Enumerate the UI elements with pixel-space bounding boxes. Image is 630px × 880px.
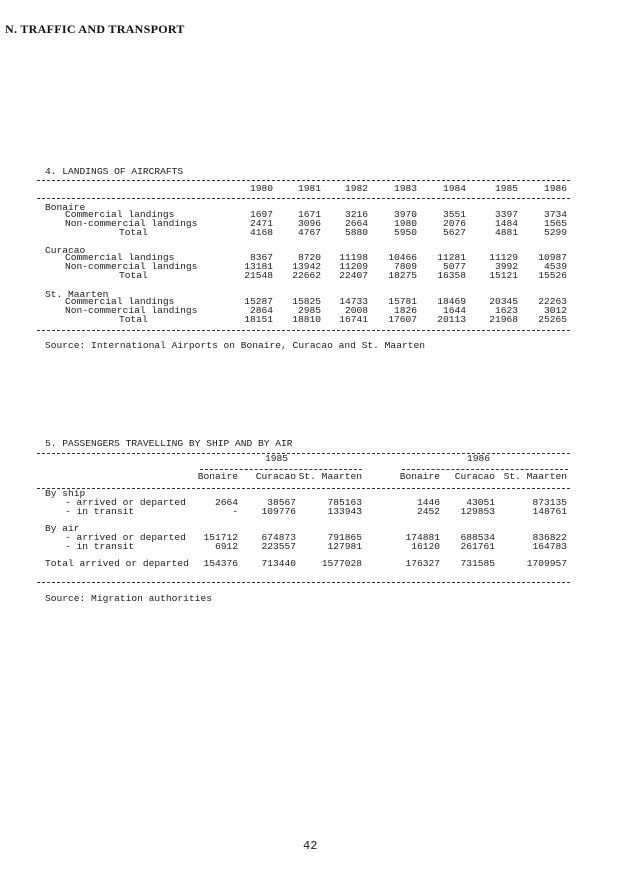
table-cell: 1826 [393,305,417,316]
table-cell: 3734 [543,209,567,220]
table-cell: 731585 [460,558,495,569]
table-cell: 38567 [267,497,296,508]
table-cell: 17607 [388,314,417,325]
table-cell: 11129 [489,252,518,263]
table-cell: 5950 [393,227,417,238]
dashed-rule [200,469,362,470]
column-header: 1981 [297,183,321,194]
table-cell: 133943 [327,506,362,517]
column-header: St. Maarten [503,471,567,482]
table-cell: 5880 [344,227,368,238]
table-title: 5. PASSENGERS TRAVELLING BY SHIP AND BY AIR [45,438,293,449]
row-label: Non-commercial landings [65,218,198,229]
table-cell: 25265 [538,314,567,325]
table-cell: 3551 [442,209,466,220]
column-header: St. Maarten [298,471,362,482]
table-cell: 176327 [405,558,440,569]
table-cell: 1446 [416,497,440,508]
table-cell: 2452 [416,506,440,517]
table-cell: 13181 [244,261,273,272]
table-cell: 3012 [543,305,567,316]
table-cell: 151712 [203,532,238,543]
column-header: Curacao [255,471,296,482]
group-label: By ship [45,488,86,499]
table-cell: 13942 [292,261,321,272]
section-header: N. TRAFFIC AND TRANSPORT [5,22,185,36]
row-label: - arrived or departed [65,497,186,508]
table-cell: 11209 [339,261,368,272]
row-label: Commercial landings [65,252,175,263]
dashed-rule [37,488,570,489]
table-cell: 4539 [543,261,567,272]
column-header: 1982 [344,183,368,194]
table-cell: - [232,506,238,517]
column-header: 1985 [494,183,518,194]
table-cell: 2864 [249,305,273,316]
table-cell: 2471 [249,218,273,229]
table-cell: 20345 [489,296,518,307]
table-cell: 4881 [494,227,518,238]
year-header: 1985 [264,453,288,464]
table-cell: 148761 [532,506,567,517]
table-cell: 4168 [249,227,273,238]
column-header: 1986 [543,183,567,194]
table-cell: 154376 [203,558,238,569]
table-cell: 18275 [388,270,417,281]
column-header: 1984 [442,183,466,194]
table-cell: 223557 [261,541,296,552]
table-cell: 5299 [543,227,567,238]
row-label: Total [119,314,148,325]
group-label: By air [45,523,80,534]
table-cell: 16120 [411,541,440,552]
table-title: 4. LANDINGS OF AIRCRAFTS [45,166,184,177]
row-label: Non-commercial landings [65,305,198,316]
table-cell: 18151 [244,314,273,325]
table-cell: 15287 [244,296,273,307]
table-cell: 836822 [532,532,567,543]
row-label: Commercial landings [65,209,175,220]
row-label: - in transit [65,506,135,517]
dashed-rule [37,180,570,181]
table-cell: 1671 [297,209,321,220]
dashed-rule [37,198,570,199]
table-cell: 127981 [327,541,362,552]
source-note: Source: International Airports on Bonaire, Curacao and St. Maarten [45,340,425,351]
dashed-rule [402,469,568,470]
table-cell: 785163 [327,497,362,508]
table-cell: 261761 [460,541,495,552]
table-cell: 2985 [297,305,321,316]
table-cell: 2664 [214,497,238,508]
table-cell: 16741 [339,314,368,325]
table-cell: 16358 [437,270,466,281]
table-cell: 21968 [489,314,518,325]
table-cell: 18810 [292,314,321,325]
table-cell: 129853 [460,506,495,517]
table-cell: 2664 [344,218,368,229]
table-cell: 22263 [538,296,567,307]
table-cell: 873135 [532,497,567,508]
row-label: Total [119,270,148,281]
table-cell: 11281 [437,252,466,263]
table-cell: 3397 [494,209,518,220]
source-note: Source: Migration authorities [45,593,212,604]
column-header: 1983 [393,183,417,194]
table-cell: 8720 [297,252,321,263]
row-label: - in transit [65,541,135,552]
row-label: Non-commercial landings [65,261,198,272]
table-cell: 1697 [249,209,273,220]
table-cell: 22662 [292,270,321,281]
table-cell: 11198 [339,252,368,263]
table-cell: 791865 [327,532,362,543]
table-cell: 43051 [466,497,495,508]
table-cell: 1484 [494,218,518,229]
group-label: St. Maarten [45,289,109,300]
table-cell: 20113 [437,314,466,325]
row-label: Total [119,227,148,238]
table-cell: 2076 [442,218,466,229]
table-cell: 14733 [339,296,368,307]
row-label: Commercial landings [65,296,175,307]
table-cell: 3992 [494,261,518,272]
table-cell: 22407 [339,270,368,281]
dashed-rule [37,330,570,331]
column-header: 1980 [249,183,273,194]
table-cell: 15825 [292,296,321,307]
table-cell: 7809 [393,261,417,272]
table-cell: 5627 [442,227,466,238]
column-header: Curacao [454,471,495,482]
table-cell: 5077 [442,261,466,272]
table-cell: 2008 [344,305,368,316]
table-cell: 1623 [494,305,518,316]
column-header: Bonaire [399,471,440,482]
total-label: Total arrived or departed [45,558,189,569]
table-cell: 15121 [489,270,518,281]
table-cell: 1980 [393,218,417,229]
row-label: - arrived or departed [65,532,186,543]
table-cell: 15526 [538,270,567,281]
table-cell: 164783 [532,541,567,552]
table-cell: 674873 [261,532,296,543]
table-cell: 15781 [388,296,417,307]
page-number: 42 [303,839,318,853]
table-cell: 713440 [261,558,296,569]
table-cell: 21548 [244,270,273,281]
table-cell: 6912 [214,541,238,552]
table-cell: 1644 [442,305,466,316]
table-cell: 18469 [437,296,466,307]
group-label: Curacao [45,245,86,256]
table-cell: 3096 [297,218,321,229]
group-label: Bonaire [45,202,86,213]
dashed-rule [37,582,570,583]
table-cell: 174881 [405,532,440,543]
table-cell: 688534 [460,532,495,543]
table-cell: 109776 [261,506,296,517]
year-header: 1986 [466,453,490,464]
dashed-rule [37,453,570,454]
table-cell: 1709957 [526,558,567,569]
table-cell: 10466 [388,252,417,263]
table-cell: 4767 [297,227,321,238]
table-cell: 8367 [249,252,273,263]
table-cell: 10987 [538,252,567,263]
table-cell: 1577028 [321,558,362,569]
table-cell: 1565 [543,218,567,229]
table-cell: 3970 [393,209,417,220]
column-header: Bonaire [197,471,238,482]
table-cell: 3216 [344,209,368,220]
